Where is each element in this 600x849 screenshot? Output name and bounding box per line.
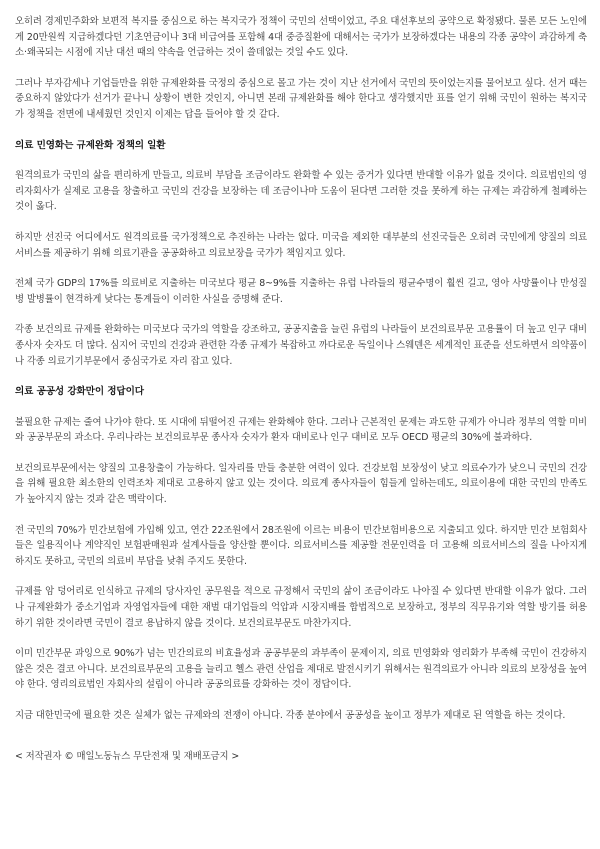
copyright-notice: < 저작권자 © 매일노동뉴스 무단전재 및 재배포금지 > <box>15 750 240 762</box>
paragraph: 지금 대한민국에 필요한 것은 실체가 없는 규제와의 전쟁이 아니다. 각종 분야에서 공공성을 높이고 정부가 제대로 된 역할을 하는 것이다. <box>15 710 566 721</box>
section-heading: 의료 공공성 강화만이 정답이다 <box>15 386 144 398</box>
paragraph: 그러나 부자감세나 기업들만을 위한 규제완화를 국정의 중심으로 몰고 가는 것이 지난 선거에서 국민의 뜻이었는지를 물어보고 싶다. 선거 때는 중요하지 않았다가 선거가 끝나니 상황이 변한 것인지, 아니면 본래 규제완화를 해야 한다고 생각했지만 표를 얻기 위해 국민이 원하는 복지국가 정책을 전면에 내세웠던 것인지 이제는 답을 들어야 할 것 같다. <box>15 77 587 120</box>
section-heading: 의료 민영화는 규제완화 정책의 일환 <box>15 139 166 151</box>
paragraph: 하지만 선진국 어디에서도 원격의료를 국가정책으로 추진하는 나라는 없다. 미국을 제외한 대부분의 선진국들은 오히려 국민에게 양질의 의료서비스를 제공하기 위해 의료기관을 공공화하고 의료보장을 국가가 책임지고 있다. <box>15 231 587 259</box>
paragraph: 보건의료부문에서는 양질의 고용창출이 가능하다. 일자리를 만들 충분한 여력이 있다. 건강보험 보장성이 낮고 의료수가가 낮으니 국민의 건강을 위해 필요한 최소한의 인력조차 제대로 고용하지 않고 있는 것이다. 의료계 종사자들이 힘들게 일하는데도, 의료이용에 대한 국민의 만족도가 높아지지 않는 것과 같은 맥락이다. <box>15 462 587 506</box>
paragraph: 전 국민의 70%가 민간보험에 가입해 있고, 연간 22조원에서 28조원에 이르는 비용이 민간보험비용으로 지출되고 있다. 하지만 민간 보험회사들은 일용직이나 계약직인 보험판매원과 설계사들을 양산할 뿐이다. 의료서비스를 제공할 전문인력을 더 고용해 의료서비스의 질을 나아지게 하지도 못하고, 국민의 의료비 부담을 낮춰 주지도 못한다. <box>15 524 587 567</box>
paragraph: 각종 보건의료 규제를 완화하는 미국보다 국가의 역할을 강조하고, 공공지출을 늘린 유럽의 나라들이 보건의료부문 고용률이 더 높고 인구 대비 종사자 숫자도 더 많다. 심지어 국민의 건강과 관련한 각종 규제가 복잡하고 까다로운 독일이나 스웨덴은 세계적인 표준을 선도하면서 의약품이나 각종 의료기기부문에서 중심국가로 자리 잡고 있다. <box>15 324 587 367</box>
paragraph: 오히려 경제민주화와 보편적 복지를 중심으로 하는 복지국가 정책이 국민의 선택이었고, 주요 대선후보의 공약으로 확정됐다. 물론 모든 노인에게 20만원씩 지급하겠다던 기초연금이나 3대 비급여를 포함해 4대 중증질환에 대해서는 국가가 보장하겠다는 내용의 각종 공약이 과감하게 축소·왜곡되는 시점에 지난 대선 때의 약속을 언급하는 것이 쓸데없는 것일 수도 있다. <box>15 16 587 59</box>
paragraph: 이미 민간부문 과잉으로 90%가 넘는 민간의료의 비효율성과 공공부문의 과부족이 문제이지, 의료 민영화와 영리화가 부족해 국민이 건강하지 않은 것은 결코 아니다. 보건의료부문의 고용을 늘리고 헬스 관련 산업을 제대로 발전시키기 위해서는 원격의료가 아니라 의료의 보장성을 높여야 한다. 영리의료법인 자회사의 설립이 아니라 공공의료를 강화하는 것이 정답이다. <box>15 648 587 691</box>
article-body <box>15 14 587 764</box>
paragraph: 불필요한 규제는 줄여 나가야 한다. 또 시대에 뒤떨어진 규제는 완화해야 한다. 그러나 근본적인 문제는 과도한 규제가 아니라 정부의 역할 미비와 공공부문의 과소다. 우리나라는 보건의료부문 종사자 숫자가 환자 대비로나 인구 대비로 모두 OECD 평균의 30%에 불과하다. <box>15 416 587 444</box>
paragraph: 전체 국가 GDP의 17%를 의료비로 지출하는 미국보다 평균 8~9%를 지출하는 유럽 나라들의 평균수명이 훨씬 길고, 영아 사망률이나 만성질병 발병률이 현격하게 낮다는 통계들이 이러한 사실을 증명해 준다. <box>15 278 587 305</box>
paragraph: 원격의료가 국민의 삶을 편리하게 만들고, 의료비 부담을 조금이라도 완화할 수 있는 증거가 있다면 반대할 이유가 없을 것이다. 의료법인의 영리자회사가 실제로 고용을 창출하고 국민의 건강을 보장하는 데 조금이나마 도움이 된다면 그러한 것을 못하게 하는 규제는 과감하게 철폐하는 것이 옳다. <box>15 170 587 213</box>
paragraph: 규제를 암 덩어리로 인식하고 규제의 당사자인 공무원을 적으로 규정해서 국민의 삶이 조금이라도 나아질 수 있다면 반대할 이유가 없다. 그러나 규제완화가 중소기업과 자영업자들에 대한 재벌 대기업들의 억압과 시장지배를 합법적으로 보장하고, 정부의 직무유기와 역할 방기를 허용하기 위한 것이라면 국민이 결코 용납하지 않을 것이다. 보건의료부문도 마찬가지다. <box>15 586 587 629</box>
